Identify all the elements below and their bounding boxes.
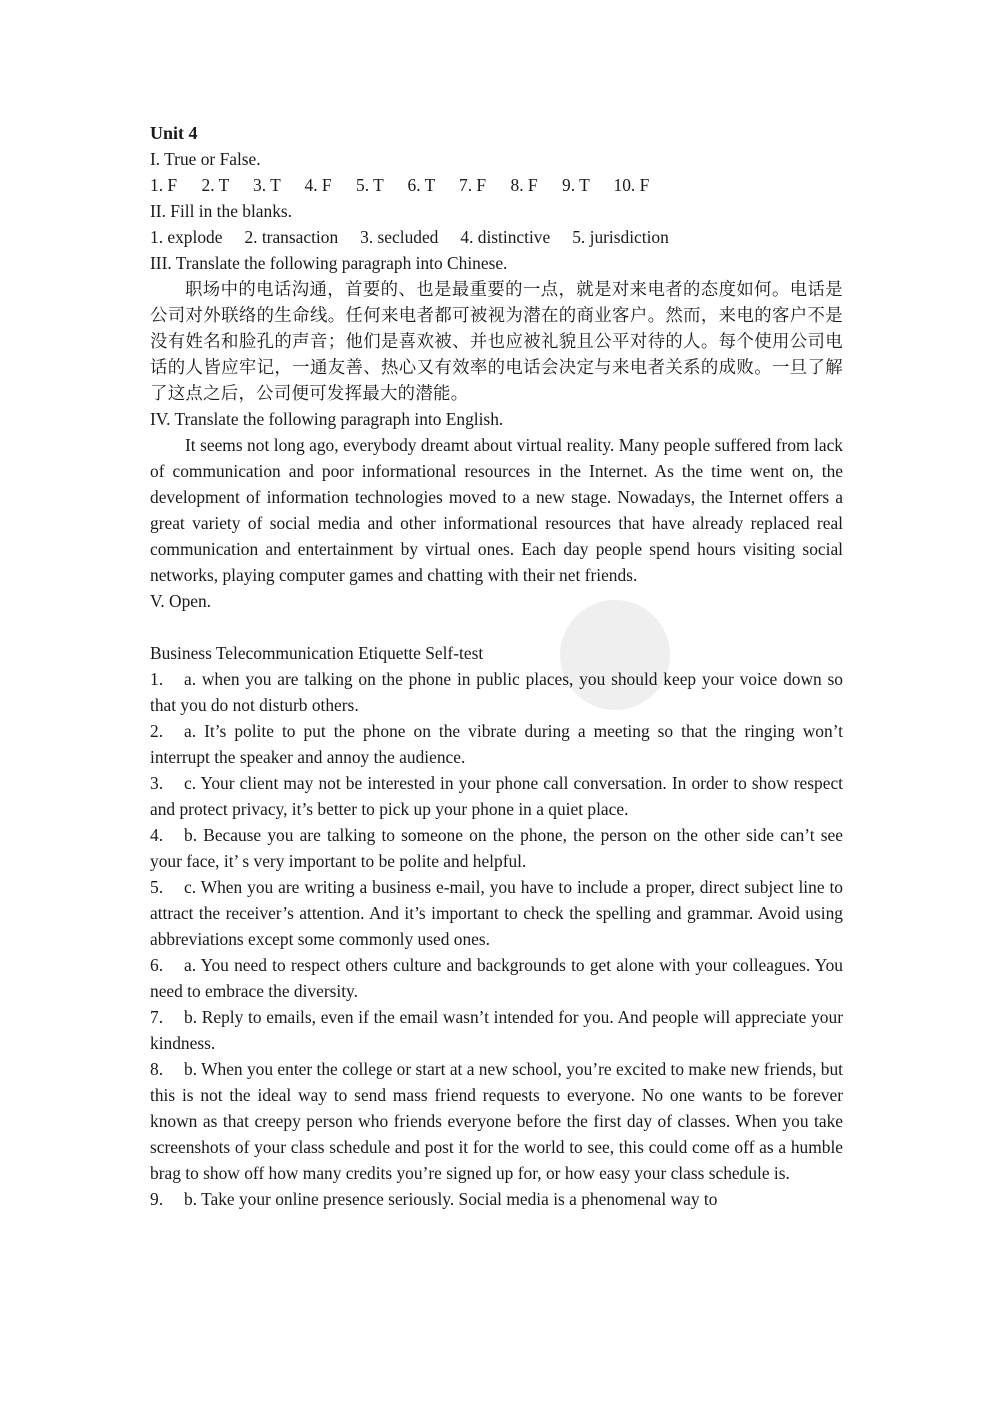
tf-answer: 10. F bbox=[613, 175, 650, 195]
section-heading-true-false: I. True or False. bbox=[150, 149, 261, 169]
item-text: b. Take your online presence seriously. Social media is a phenomenal way to bbox=[184, 1189, 718, 1209]
tf-answer: 5. T bbox=[356, 175, 384, 195]
tf-answer: 9. T bbox=[562, 175, 590, 195]
tf-answer: 3. T bbox=[253, 175, 281, 195]
item-number: 8. bbox=[150, 1059, 164, 1079]
fill-answer: 2. transaction bbox=[244, 227, 339, 247]
answer-key-page bbox=[150, 120, 843, 1212]
selftest-item bbox=[150, 666, 843, 718]
tf-answer: 2. T bbox=[201, 175, 230, 195]
item-number: 5. bbox=[150, 877, 164, 897]
true-false-answers bbox=[150, 172, 843, 198]
item-number: 9. bbox=[150, 1189, 164, 1209]
selftest-title: Business Telecommunication Etiquette Self-test bbox=[150, 643, 484, 663]
blank-line bbox=[150, 614, 843, 640]
tf-answer: 4. F bbox=[304, 175, 332, 195]
item-text: a. You need to respect others culture and backgrounds to get alone with your colleagues. You need to embrace the diversity. bbox=[150, 955, 843, 1001]
item-number: 7. bbox=[150, 1007, 164, 1027]
section-heading-translate-chinese: III. Translate the following paragraph into Chinese. bbox=[150, 253, 508, 273]
selftest-item bbox=[150, 1056, 843, 1186]
section-heading-translate-english: IV. Translate the following paragraph into English. bbox=[150, 409, 504, 429]
item-text: b. Because you are talking to someone on the phone, the person on the other side can’t see your face, it’ s very important to be polite and helpful. bbox=[150, 825, 843, 871]
item-number: 2. bbox=[150, 721, 164, 741]
item-text: a. when you are talking on the phone in public places, you should keep your voice down so that you do not disturb others. bbox=[150, 669, 843, 715]
section-heading-open: V. Open. bbox=[150, 591, 212, 611]
selftest-item bbox=[150, 952, 843, 1004]
item-text: b. Reply to emails, even if the email wasn’t intended for you. And people will appreciate your kindness. bbox=[150, 1007, 843, 1053]
tf-answer: 6. T bbox=[407, 175, 436, 195]
fill-answer: 3. secluded bbox=[360, 227, 439, 247]
fill-answer: 4. distinctive bbox=[460, 227, 551, 247]
tf-answer: 7. F bbox=[459, 175, 487, 195]
item-text: a. It’s polite to put the phone on the vibrate during a meeting so that the ringing won’t interrupt the speaker and annoy the audience. bbox=[150, 721, 843, 767]
item-number: 6. bbox=[150, 955, 164, 975]
tf-answer: 8. F bbox=[510, 175, 538, 195]
item-number: 4. bbox=[150, 825, 164, 845]
selftest-item bbox=[150, 1186, 843, 1212]
selftest-item bbox=[150, 874, 843, 952]
item-text: c. Your client may not be interested in your phone call conversation. In order to show respect and protect privacy, it’s better to pick up your phone in a quiet place. bbox=[150, 773, 843, 819]
unit-title: Unit 4 bbox=[150, 123, 198, 143]
english-translation-paragraph: It seems not long ago, everybody dreamt about virtual reality. Many people suffered from lack of communication and poor informational resources in the Internet. As the time went on, the development of information technologies moved to a new stage. Nowadays, the Internet offers a great variety of social media and other informational resources that have already replaced real communication and entertainment by virtual ones. Each day people spend hours visiting social networks, playing computer games and chatting with their net friends. bbox=[150, 435, 843, 585]
item-number: 1. bbox=[150, 669, 164, 689]
selftest-item bbox=[150, 718, 843, 770]
fill-answer: 5. jurisdiction bbox=[572, 227, 669, 247]
chinese-translation-paragraph: 职场中的电话沟通，首要的、也是最重要的一点，就是对来电者的态度如何。电话是公司对外联络的生命线。任何来电者都可被视为潜在的商业客户。然而，来电的客户不是没有姓名和脸孔的声音；他们是喜欢被、并也应被礼貌且公平对待的人。每个使用公司电话的人皆应牢记，一通友善、热心又有效率的电话会决定与来电者关系的成败。一旦了解了这点之后，公司便可发挥最大的潜能。 bbox=[150, 279, 843, 403]
item-number: 3. bbox=[150, 773, 164, 793]
fill-blank-answers bbox=[150, 224, 843, 250]
selftest-item bbox=[150, 770, 843, 822]
section-heading-fill-blanks: II. Fill in the blanks. bbox=[150, 201, 293, 221]
item-text: b. When you enter the college or start at a new school, you’re excited to make new friends, but this is not the ideal way to send mass friend requests to everyone. No one wants to be forever known as that creepy person who friends everyone before the first day of classes. When you take screenshots of your class schedule and post it for the world to see, this could come off as a humble brag to show off how many credits you’re signed up for, or how easy your class schedule is. bbox=[150, 1059, 843, 1183]
fill-answer: 1. explode bbox=[150, 227, 223, 247]
tf-answer: 1. F bbox=[150, 175, 178, 195]
item-text: c. When you are writing a business e-mail, you have to include a proper, direct subject line to attract the receiver’s attention. And it’s important to check the spelling and grammar. Avoid using abbreviations except some commonly used ones. bbox=[150, 877, 843, 949]
selftest-item bbox=[150, 1004, 843, 1056]
selftest-item bbox=[150, 822, 843, 874]
